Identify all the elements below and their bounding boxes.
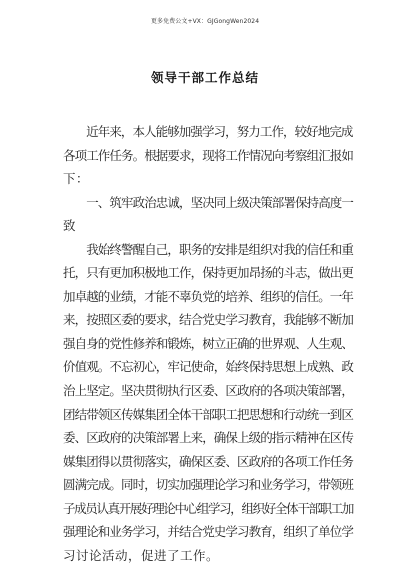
section-heading: 一、筑牢政治忠诚，坚决同上级决策部署保持高度一 — [63, 194, 354, 210]
body-line: 媒集团得以贯彻落实，确保区委、区政府的各项工作任务 — [63, 453, 354, 469]
body-line: 圆满完成。同时，切实加强理论学习和业务学习，带领班 — [63, 477, 354, 493]
body-line: 加卓越的业绩，才能不辜负党的培养、组织的信任。一年 — [63, 288, 354, 304]
body-line: 近年来，本人能够加强学习，努力工作，较好地完成 — [63, 124, 353, 139]
body-line: 价值观。不忘初心，牢记使命，始终保持思想上成熟、政 — [63, 359, 354, 375]
body-line: 来，按照区委的要求，结合党史学习教育，我能够不断加 — [63, 312, 354, 328]
section-heading-cont: 致 — [63, 218, 77, 234]
body-line: 团结带领区传媒集团全体干部职工把思想和行动统一到区 — [63, 406, 354, 422]
header-note: 更多免费公文+VX：GJGongWen2024 — [150, 18, 260, 25]
body-line: 托，只有更加积极地工作，保持更加昂扬的斗志，做出更 — [63, 265, 354, 281]
body-line: 我始终警醒自己，职务的安排是组织对我的信任和重 — [63, 241, 354, 257]
document-title: 领导干部工作总结 — [150, 70, 259, 85]
body-line: 强自身的党性修养和锻炼，树立正确的世界观、人生观、 — [63, 335, 354, 351]
document-body — [63, 120, 353, 567]
body-line: 委、区政府的决策部署上来，确保上级的指示精神在区传 — [63, 430, 354, 446]
body-line: 各项工作任务。根据要求，现将工作情况向考察组汇报如 — [63, 147, 354, 163]
body-line: 强理论和业务学习，并结合党史学习教育，组织了单位学 — [63, 524, 354, 540]
body-line: 习讨论活动，促进了工作。 — [63, 547, 220, 563]
body-line: 治上坚定。坚决贯彻执行区委、区政府的各项决策部署， — [63, 383, 354, 399]
body-line: 子成员认真开展好理论中心组学习，组织好全体干部职工加 — [63, 500, 354, 516]
body-line: 下： — [63, 171, 90, 187]
